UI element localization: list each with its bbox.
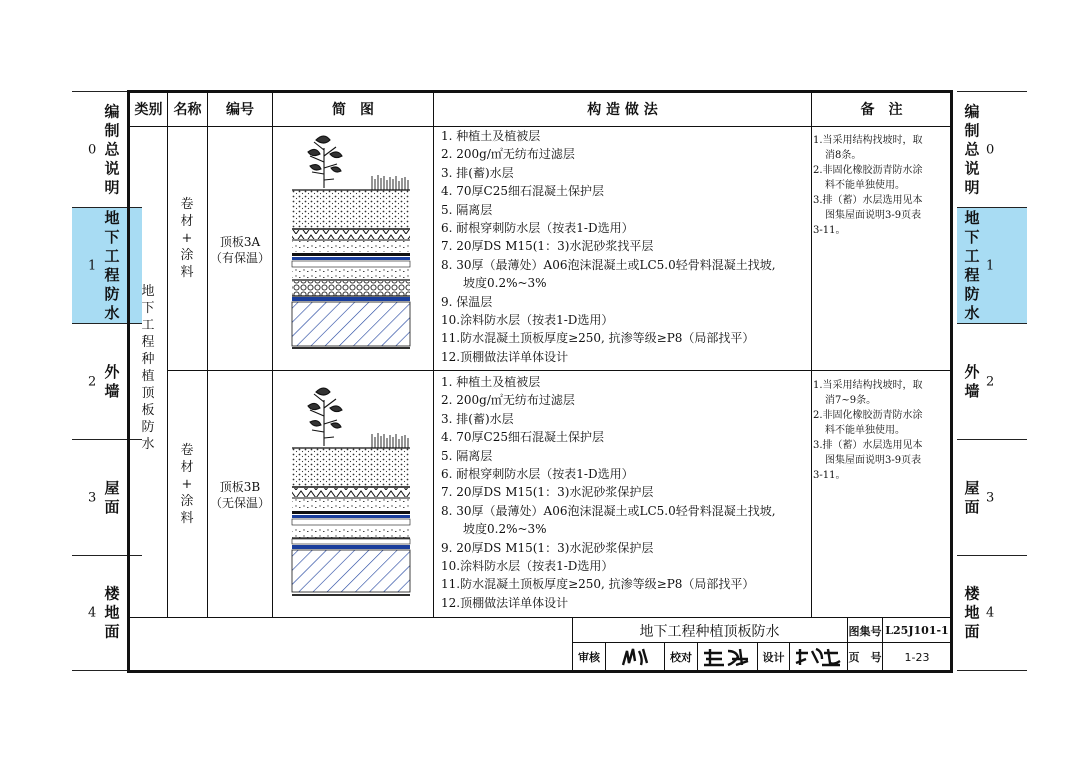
construction-step: 6. 耐根穿刺防水层（按表1-D选用）: [441, 221, 634, 236]
row-a-name: 卷 材 + 涂 料: [180, 197, 194, 280]
construction-step: 7. 20厚DS M15(1：3)水泥砂浆找平层: [441, 239, 654, 254]
chapter-tab-label: 楼 地 面: [964, 584, 980, 641]
chapter-tab-label: 外 墙: [104, 362, 120, 400]
header-category: 类别: [134, 102, 163, 118]
chapter-tab-number: 4: [88, 605, 97, 621]
construction-step: 8. 30厚（最薄处）A06泡沫混凝土或LC5.0轻骨料混凝土找坡,: [441, 257, 776, 272]
note-line: 料不能单独使用。: [825, 425, 905, 436]
chapter-tab-2[interactable]: [957, 323, 1027, 439]
chapter-tab-number: 1: [986, 258, 995, 273]
construction-step: 2. 200g/㎡无纺布过滤层: [441, 393, 575, 408]
header-notes: 备 注: [860, 102, 903, 118]
chapter-tab-label: 屋 面: [964, 478, 980, 516]
chapter-tab-4[interactable]: [957, 555, 1027, 671]
header-method: 构 造 做 法: [587, 102, 658, 118]
checker-signature: [700, 645, 752, 669]
chapter-tab-number: 3: [986, 490, 995, 505]
construction-step: 11.防水混凝土顶板厚度≥250, 抗渗等级≥P8（局部找平）: [441, 331, 755, 346]
note-line: 图集屋面说明3-9页表: [825, 210, 922, 221]
construction-step: 4. 70厚C25细石混凝土保护层: [441, 184, 604, 199]
construction-step: 7. 20厚DS M15(1：3)水泥砂浆保护层: [441, 485, 654, 500]
construction-step: 10.涂料防水层（按表1-D选用）: [441, 559, 614, 574]
section-diagram-3a: [286, 130, 416, 354]
chapter-tab-number: 0: [88, 142, 97, 157]
chapter-tab-label: 编 制 总 说 明: [964, 102, 980, 196]
construction-step: 5. 隔离层: [441, 202, 493, 217]
row-a-steps: [441, 127, 776, 366]
construction-step: 5. 隔离层: [441, 448, 493, 463]
chapter-tab-1[interactable]: [957, 207, 1027, 323]
header-diagram: 简 图: [332, 102, 374, 118]
row-b-code: 顶板3B （无保温）: [209, 480, 270, 510]
construction-step: 12.顶棚做法详单体设计: [441, 349, 569, 364]
construction-step: 坡度0.2%~3%: [463, 522, 547, 537]
header-code: 编号: [226, 102, 254, 118]
note-line: 消7~9条。: [825, 395, 877, 406]
construction-step: 1. 种植土及植被层: [441, 129, 541, 143]
note-line: 2.非固化橡胶沥青防水涂: [813, 410, 923, 421]
design-label: 设计: [762, 651, 785, 664]
construction-step: 6. 耐根穿刺防水层（按表1-D选用）: [441, 467, 634, 482]
drawing-title: 地下工程种植顶板防水: [639, 623, 780, 640]
grass-icon: [372, 175, 408, 190]
chapter-tab-3[interactable]: [957, 439, 1027, 555]
construction-step: 坡度0.2%~3%: [463, 276, 547, 291]
designer-signature: [792, 645, 844, 669]
chapter-tab-number: 4: [986, 605, 995, 621]
note-line: 3.排（蓄）水层选用见本: [813, 440, 923, 451]
construction-step: 8. 30厚（最薄处）A06泡沫混凝土或LC5.0轻骨料混凝土找坡,: [441, 503, 776, 518]
plant-icon: [308, 136, 342, 188]
row-b-name: 卷 材 + 涂 料: [180, 443, 194, 526]
chapter-tab-number: 2: [88, 374, 97, 389]
row-b-steps: [441, 373, 776, 612]
chapter-tab-number: 2: [986, 374, 995, 389]
chapter-tab-label: 外 墙: [964, 362, 980, 400]
construction-step: 9. 20厚DS M15(1：3)水泥砂浆保护层: [441, 540, 654, 555]
construction-step: 3. 排(蓄)水层: [441, 411, 514, 426]
header-name: 名称: [173, 102, 202, 118]
chapter-tab-number: 1: [88, 258, 97, 273]
page-number: 1-23: [904, 650, 930, 664]
note-line: 3-11。: [813, 470, 846, 481]
grass-icon: [372, 433, 408, 448]
review-label: 审核: [578, 651, 600, 664]
plant-icon: [308, 388, 342, 446]
chapter-tab-number: 3: [88, 490, 97, 505]
row-b-notes: [813, 378, 949, 483]
reviewer-signature: [617, 645, 657, 669]
right-chapter-tabs: [957, 91, 1027, 671]
chapter-tab-label: 地 下 工 程 防 水: [104, 208, 120, 322]
construction-step: 3. 排(蓄)水层: [441, 165, 514, 180]
page-label: 页 号: [848, 651, 882, 664]
chapter-tab-label: 编 制 总 说 明: [104, 102, 120, 196]
atlas-label: 图集号: [848, 624, 882, 638]
note-line: 2.非固化橡胶沥青防水涂: [813, 165, 923, 176]
chapter-tab-label: 地 下 工 程 防 水: [964, 208, 980, 322]
note-line: 3.排（蓄）水层选用见本: [813, 195, 923, 206]
construction-step: 11.防水混凝土顶板厚度≥250, 抗渗等级≥P8（局部找平）: [441, 577, 755, 592]
construction-step: 9. 保温层: [441, 294, 493, 309]
construction-step: 2. 200g/㎡无纺布过滤层: [441, 147, 575, 162]
chapter-tab-label: 楼 地 面: [104, 584, 120, 641]
chapter-tab-number: 0: [986, 142, 995, 157]
note-line: 3-11。: [813, 225, 846, 236]
construction-step: 12.顶棚做法详单体设计: [441, 595, 569, 610]
construction-step: 4. 70厚C25细石混凝土保护层: [441, 430, 604, 445]
chapter-tab-label: 屋 面: [104, 478, 120, 516]
construction-step: 10.涂料防水层（按表1-D选用）: [441, 313, 614, 328]
note-line: 1.当采用结构找坡时，取: [813, 380, 923, 391]
section-diagram-3b: [286, 378, 416, 602]
check-label: 校对: [670, 651, 692, 664]
chapter-tab-0[interactable]: [957, 91, 1027, 207]
note-line: 图集屋面说明3-9页表: [825, 455, 922, 466]
note-line: 1.当采用结构找坡时，取: [813, 135, 923, 146]
category-label: 地 下 工 程 种 植 顶 板 防 水: [141, 284, 155, 452]
construction-step: 1. 种植土及植被层: [441, 375, 541, 389]
atlas-number: L25J101-1: [885, 624, 949, 637]
note-line: 料不能单独使用。: [825, 180, 905, 191]
row-a-notes: [813, 133, 949, 238]
note-line: 消8条。: [825, 150, 862, 161]
row-a-code: 顶板3A （有保温）: [209, 235, 270, 265]
